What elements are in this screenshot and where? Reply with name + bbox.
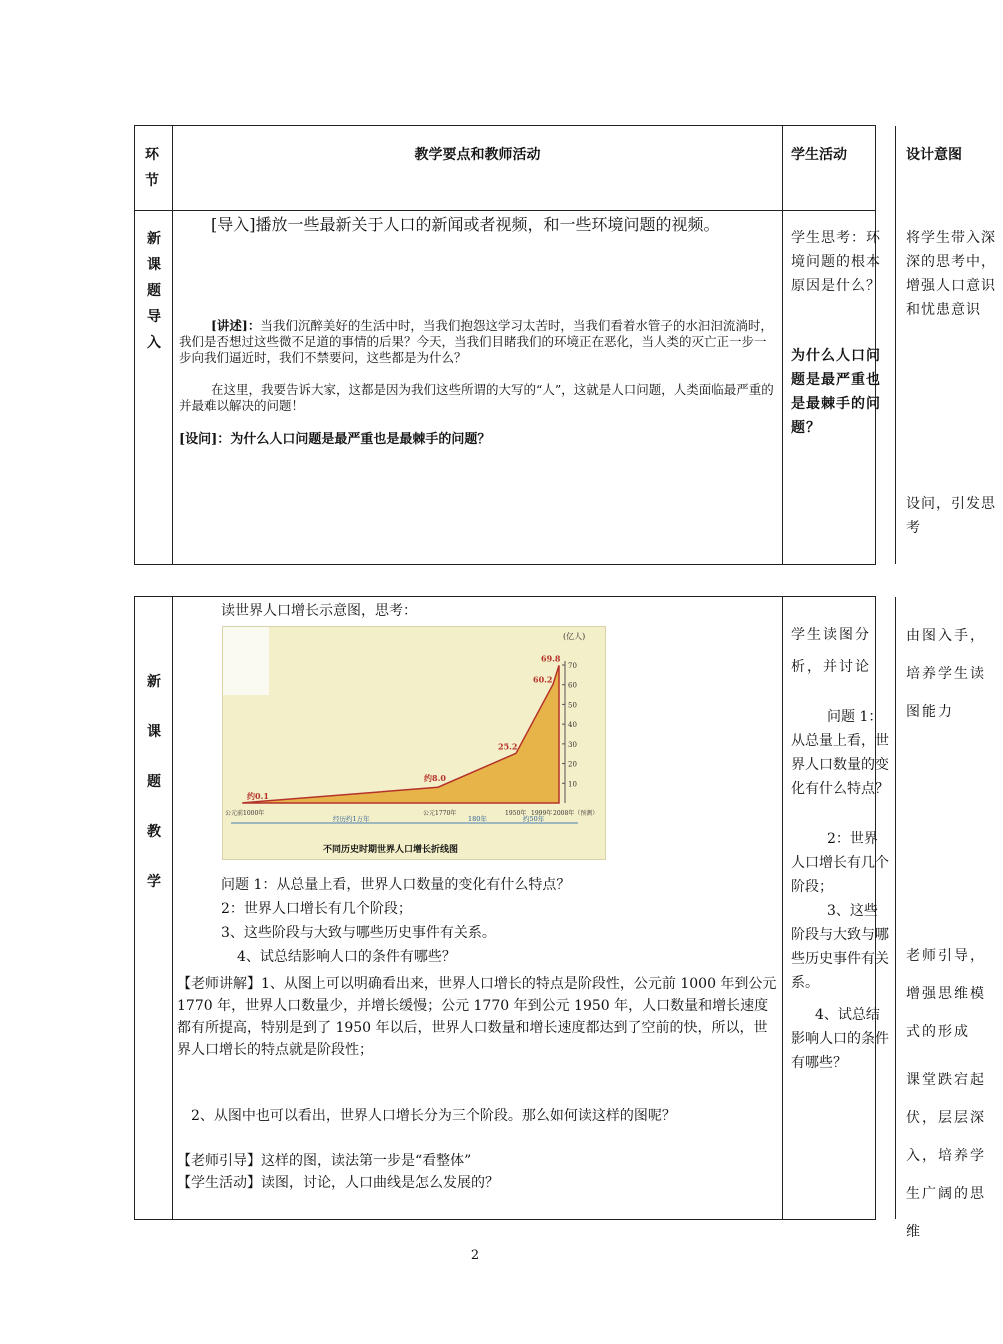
question-2: 2：世界人口增长有几个阶段； — [221, 901, 412, 917]
header-section: 环节 — [145, 147, 159, 189]
y-tick-label: 20 — [568, 760, 577, 769]
y-tick-label: 10 — [568, 780, 577, 789]
point-label: 约0.1 — [247, 790, 269, 801]
section-label-intro: 新课题导入 — [147, 231, 161, 351]
x-label: 1950年 — [505, 810, 527, 817]
point-label: 25.2 — [498, 741, 518, 752]
cell-intent-teaching — [896, 597, 1003, 1240]
student-activity-note: 【学生活动】读图，讨论，人口曲线是怎么发展的？ — [177, 1175, 499, 1191]
period-label: 约50年 — [523, 815, 545, 823]
narrate-text: 当我们沉醉美好的生活中时，当我们抱怨这学习太苦时，当我们看着水管子的水汩汩流淌时，我们是否想过这些微不足道的事情的后果？今天，当我们目睹我们的环境正在恶化，当人类的灭亡正一步一步向我们逼近时，我们不禁要问，这些都是为什么？ — [179, 318, 773, 365]
header-cell-student — [783, 126, 896, 210]
header-cell-intent — [896, 126, 1003, 210]
question-3: 3、这些阶段与大致与哪些历史事件有关系。 — [221, 925, 496, 941]
period-label: 经历约1万年 — [333, 815, 370, 823]
point-label: 69.8 — [541, 653, 561, 664]
table-header-row — [135, 126, 962, 211]
read-prompt: 读世界人口增长示意图，思考： — [221, 603, 417, 619]
intent-teaching-2: 老师引导，增强思维模式的形成 — [906, 948, 986, 1040]
intent-intro-1: 将学生带入深深的思考中，增强人口意识和忧患意识 — [906, 230, 996, 318]
student-q3: 3、这些阶段与大致与哪些历史事件有关系。 — [791, 903, 889, 991]
y-tick-label: 40 — [568, 721, 577, 730]
intro-tag: [导入] — [211, 215, 256, 234]
question-text: 为什么人口问题是最严重也是最棘手的问题？ — [230, 432, 491, 447]
student-q1: 问题 1：从总量上看，世界人口数量的变化有什么特点？ — [791, 709, 889, 797]
cell-intent-intro — [896, 210, 1003, 564]
cell-section-teaching — [135, 597, 173, 1219]
intent-intro-2: 设问，引发思考 — [906, 496, 996, 536]
y-axis-label: (亿人) — [563, 632, 586, 641]
section-label-teaching: 新课题教学 — [147, 674, 161, 890]
cell-teacher-intro — [173, 210, 783, 564]
cell-student-teaching — [783, 597, 896, 1219]
population-area — [243, 665, 559, 803]
student-q4: 4、试总结影响人口的条件有哪些？ — [791, 1007, 889, 1071]
population-chart — [222, 626, 606, 860]
x-label: 公元前1000年 — [225, 810, 265, 817]
x-label: 公元1770年 — [423, 810, 457, 817]
intro-row — [135, 210, 996, 564]
population-chart-svg — [223, 627, 605, 859]
student-think: 学生思考：环境问题的根本原因是什么？ — [791, 230, 881, 294]
intent-teaching-1: 由图入手，培养学生读图能力 — [906, 628, 986, 720]
y-tick-label: 30 — [568, 740, 577, 749]
student-q2: 2：世界人口增长有几个阶段； — [791, 831, 889, 895]
question-tag: [设问]： — [179, 432, 231, 447]
narrate-tag: [讲述]： — [211, 318, 261, 333]
header-student: 学生活动 — [791, 147, 847, 163]
x-label: 2008年（预测） — [553, 810, 599, 817]
cell-section-intro — [135, 210, 173, 564]
teacher-explain-2: 2、从图中也可以看出，世界人口增长分为三个阶段。那么如何读这样的图呢？ — [191, 1108, 676, 1124]
teacher-guide: 【老师引导】这样的图，读法第一步是“看整体” — [177, 1153, 472, 1169]
y-axis — [562, 661, 577, 803]
point-label: 约8.0 — [424, 773, 446, 784]
cell-student-intro — [783, 210, 896, 564]
header-teacher: 教学要点和教师活动 — [414, 147, 541, 163]
intro-paragraph — [179, 214, 775, 236]
x-label: 1999年 — [531, 810, 553, 817]
header-cell-teacher — [173, 126, 783, 210]
narrate-paragraph-2: 在这里，我要告诉大家，这都是因为我们这些所谓的大写的“人”，这就是人口问题，人类面临最严重的并最难以解决的问题！ — [179, 382, 774, 413]
header-cell-section — [135, 126, 173, 210]
question-4: 4、试总结影响人口的条件有哪些？ — [237, 949, 456, 965]
intro-text: 播放一些最新关于人口的新闻或者视频，和一些环境问题的视频。 — [255, 215, 720, 234]
lesson-table-intro — [134, 125, 996, 565]
question-paragraph — [179, 432, 775, 448]
student-bold-question: 为什么人口问题是最严重也是最棘手的问题？ — [791, 348, 881, 436]
intent-teaching-3: 课堂跌宕起伏，层层深入，培养学生广阔的思维 — [906, 1072, 986, 1240]
chart-title: 不同历史时期世界人口增长折线图 — [323, 845, 459, 855]
y-tick-label: 70 — [568, 662, 577, 670]
page-number: 2 — [470, 1248, 480, 1263]
point-label: 60.2 — [533, 674, 553, 685]
period-label: 180年 — [468, 815, 487, 823]
narrate-paragraph — [179, 318, 775, 366]
y-tick-label: 50 — [568, 701, 577, 710]
y-tick-label: 60 — [568, 681, 577, 690]
header-intent: 设计意图 — [906, 147, 962, 163]
chart-blank-corner — [223, 627, 269, 695]
question-1: 问题 1：从总量上看，世界人口数量的变化有什么特点？ — [221, 877, 571, 893]
teacher-explain: 【老师讲解】1、从图上可以明确看出来，世界人口增长的特点是阶段性，公元前 1000 年到公元 1770 年，世界人口数量少，并增长缓慢；公元 1770 年到公元 1950 年，人口数量和增长速度都有所提高，特别是到了 1950 年以后，世界人口数量和增长速度都达到了空前的快，所以，世界人口增长的特点就是阶段性； — [177, 976, 777, 1058]
student-analysis: 学生读图分析，并讨论 — [791, 627, 871, 675]
